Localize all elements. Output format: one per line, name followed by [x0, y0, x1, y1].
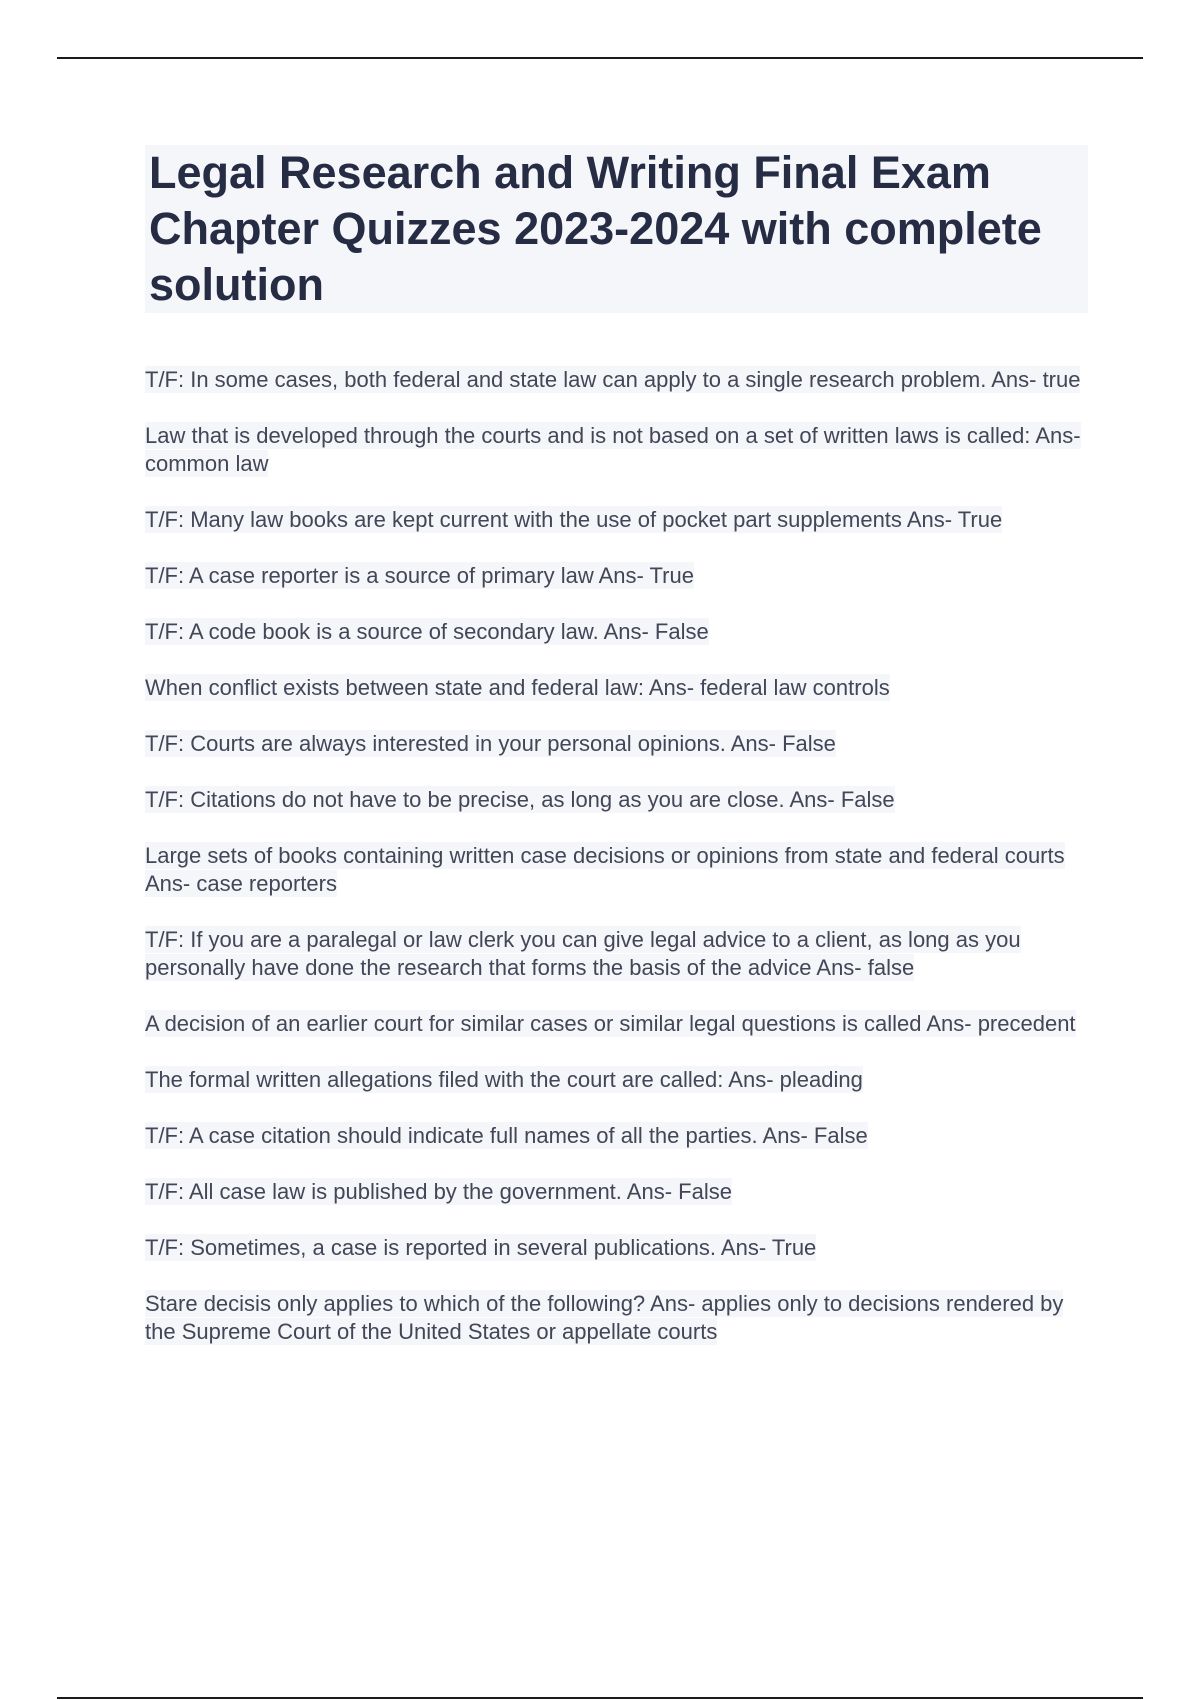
- question-item: [145, 1066, 1090, 1094]
- bottom-rule: [57, 1697, 1143, 1699]
- question-text: T/F: A case citation should indicate full names of all the parties. Ans- False: [145, 1123, 868, 1148]
- question-text: T/F: All case law is published by the government. Ans- False: [145, 1179, 732, 1204]
- question-text: T/F: In some cases, both federal and state law can apply to a single research problem. Ans- true: [145, 367, 1081, 392]
- question-item: [145, 842, 1090, 898]
- question-item: [145, 1178, 1090, 1206]
- question-text: T/F: A case reporter is a source of primary law Ans- True: [145, 563, 694, 588]
- question-item: [145, 1290, 1090, 1346]
- question-item: [145, 1234, 1090, 1262]
- question-text: When conflict exists between state and federal law: Ans- federal law controls: [145, 675, 890, 700]
- question-text: T/F: Many law books are kept current with the use of pocket part supplements Ans- True: [145, 507, 1003, 532]
- question-item: [145, 786, 1090, 814]
- question-text: T/F: Citations do not have to be precise, as long as you are close. Ans- False: [145, 787, 895, 812]
- question-text: T/F: Sometimes, a case is reported in several publications. Ans- True: [145, 1235, 817, 1260]
- question-item: [145, 562, 1090, 590]
- question-text: T/F: If you are a paralegal or law clerk you can give legal advice to a client, as long as you personally have done the research that forms the basis of the advice Ans- false: [145, 927, 1021, 980]
- question-text: T/F: Courts are always interested in your personal opinions. Ans- False: [145, 731, 836, 756]
- question-item: [145, 730, 1090, 758]
- question-item: [145, 1122, 1090, 1150]
- question-text: Stare decisis only applies to which of the following? Ans- applies only to decisions rendered by the Supreme Court of the United States or appellate courts: [145, 1291, 1064, 1344]
- question-item: [145, 674, 1090, 702]
- question-item: [145, 506, 1090, 534]
- question-item: [145, 618, 1090, 646]
- question-text: Large sets of books containing written case decisions or opinions from state and federal courts Ans- case reporters: [145, 843, 1065, 896]
- document-title: Legal Research and Writing Final Exam Chapter Quizzes 2023-2024 with complete solution: [149, 147, 1042, 310]
- question-item: [145, 366, 1090, 394]
- question-list: [145, 366, 1090, 1374]
- question-text: T/F: A code book is a source of secondary law. Ans- False: [145, 619, 709, 644]
- title-block: [145, 145, 1088, 313]
- question-text: A decision of an earlier court for similar cases or similar legal questions is called Ans- precedent: [145, 1011, 1076, 1036]
- top-rule: [57, 57, 1143, 59]
- question-text: The formal written allegations filed with the court are called: Ans- pleading: [145, 1067, 863, 1092]
- question-text: Law that is developed through the courts and is not based on a set of written laws is called: Ans- common law: [145, 423, 1081, 476]
- question-item: [145, 1010, 1090, 1038]
- question-item: [145, 926, 1090, 982]
- question-item: [145, 422, 1090, 478]
